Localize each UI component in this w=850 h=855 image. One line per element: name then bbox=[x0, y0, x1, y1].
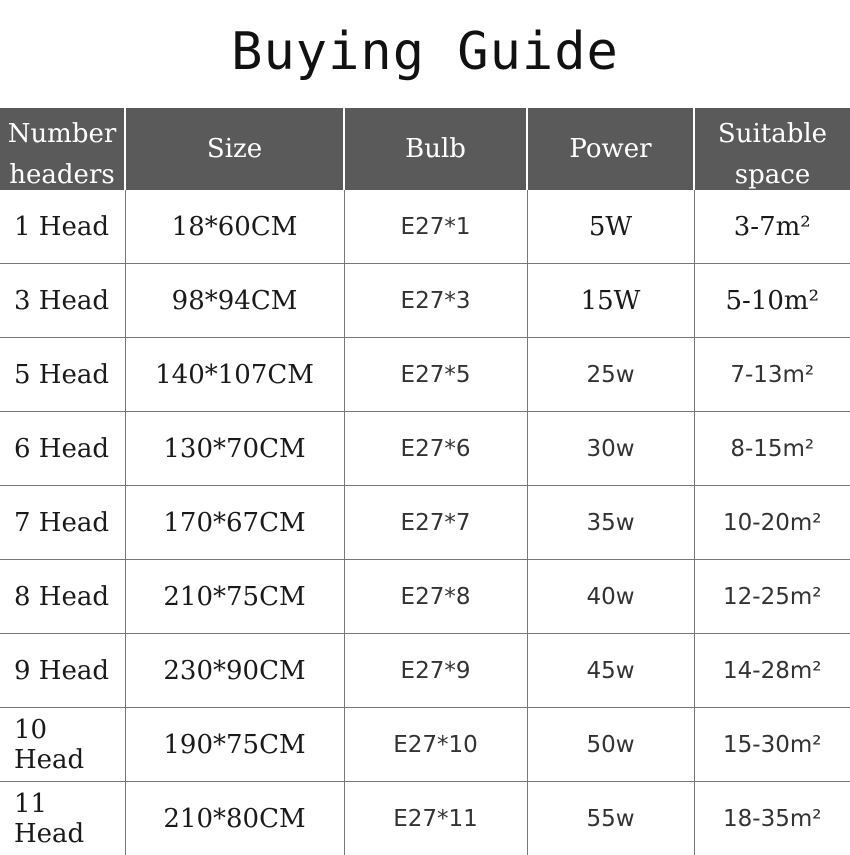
cell-power: 35w bbox=[527, 486, 694, 560]
cell-power: 45w bbox=[527, 634, 694, 708]
cell-number: 11 Head bbox=[0, 782, 125, 855]
buying-guide-table bbox=[0, 108, 850, 855]
cell-space: 5-10m² bbox=[694, 264, 850, 338]
cell-size: 210*75CM bbox=[125, 560, 344, 634]
table-row bbox=[0, 190, 850, 264]
cell-power: 50w bbox=[527, 708, 694, 782]
cell-space: 10-20m² bbox=[694, 486, 850, 560]
cell-number: 1 Head bbox=[0, 190, 125, 264]
header-power: Power bbox=[527, 108, 694, 190]
cell-space: 15-30m² bbox=[694, 708, 850, 782]
cell-space: 8-15m² bbox=[694, 412, 850, 486]
cell-number: 5 Head bbox=[0, 338, 125, 412]
cell-space: 14-28m² bbox=[694, 634, 850, 708]
table-header bbox=[0, 108, 850, 190]
cell-size: 230*90CM bbox=[125, 634, 344, 708]
cell-number: 10 Head bbox=[0, 708, 125, 782]
cell-size: 98*94CM bbox=[125, 264, 344, 338]
cell-size: 190*75CM bbox=[125, 708, 344, 782]
table-row bbox=[0, 412, 850, 486]
cell-size: 130*70CM bbox=[125, 412, 344, 486]
header-size: Size bbox=[125, 108, 344, 190]
cell-power: 30w bbox=[527, 412, 694, 486]
header-space-line2: space bbox=[695, 160, 850, 190]
header-number-line2: headers bbox=[0, 160, 124, 190]
header-space-line1: Suitable bbox=[695, 108, 850, 160]
cell-number: 3 Head bbox=[0, 264, 125, 338]
cell-number: 6 Head bbox=[0, 412, 125, 486]
header-number bbox=[0, 108, 125, 190]
cell-bulb: E27*7 bbox=[344, 486, 527, 560]
cell-power: 5W bbox=[527, 190, 694, 264]
cell-bulb: E27*10 bbox=[344, 708, 527, 782]
cell-number: 9 Head bbox=[0, 634, 125, 708]
table-body bbox=[0, 190, 850, 855]
cell-size: 140*107CM bbox=[125, 338, 344, 412]
cell-bulb: E27*8 bbox=[344, 560, 527, 634]
cell-bulb: E27*1 bbox=[344, 190, 527, 264]
cell-size: 18*60CM bbox=[125, 190, 344, 264]
cell-bulb: E27*11 bbox=[344, 782, 527, 855]
cell-size: 210*80CM bbox=[125, 782, 344, 855]
header-number-line1: Number bbox=[0, 108, 124, 160]
table-row bbox=[0, 634, 850, 708]
cell-space: 3-7m² bbox=[694, 190, 850, 264]
cell-power: 55w bbox=[527, 782, 694, 855]
table-row bbox=[0, 708, 850, 782]
cell-bulb: E27*9 bbox=[344, 634, 527, 708]
page-title: Buying Guide bbox=[0, 22, 850, 82]
table-row bbox=[0, 264, 850, 338]
cell-size: 170*67CM bbox=[125, 486, 344, 560]
table-row bbox=[0, 338, 850, 412]
cell-power: 40w bbox=[527, 560, 694, 634]
cell-space: 12-25m² bbox=[694, 560, 850, 634]
cell-bulb: E27*3 bbox=[344, 264, 527, 338]
table-row bbox=[0, 782, 850, 855]
cell-space: 7-13m² bbox=[694, 338, 850, 412]
table-row bbox=[0, 560, 850, 634]
cell-number: 7 Head bbox=[0, 486, 125, 560]
cell-bulb: E27*5 bbox=[344, 338, 527, 412]
header-space bbox=[694, 108, 850, 190]
header-row bbox=[0, 108, 850, 190]
header-bulb: Bulb bbox=[344, 108, 527, 190]
cell-number: 8 Head bbox=[0, 560, 125, 634]
table-row bbox=[0, 486, 850, 560]
cell-power: 25w bbox=[527, 338, 694, 412]
cell-power: 15W bbox=[527, 264, 694, 338]
cell-space: 18-35m² bbox=[694, 782, 850, 855]
cell-bulb: E27*6 bbox=[344, 412, 527, 486]
